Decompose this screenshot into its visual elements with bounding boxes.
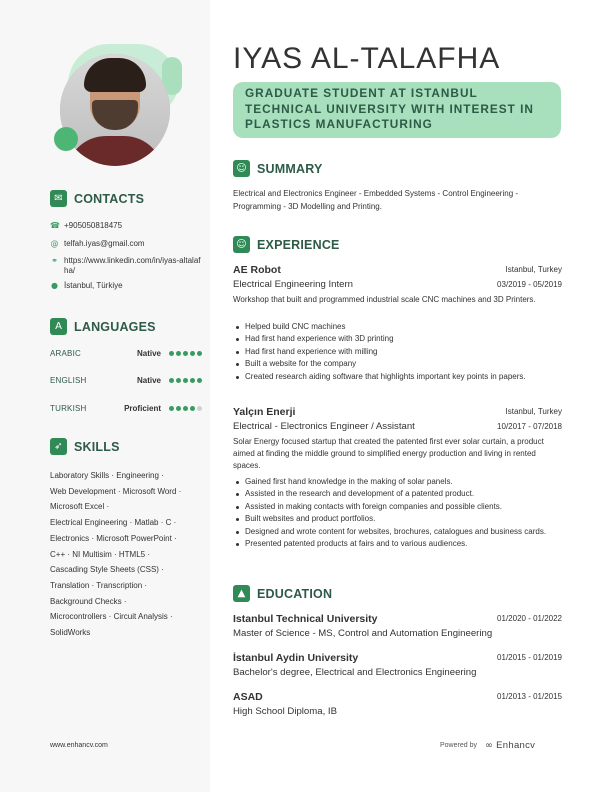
enhancv-logo: ∞ Enhancv [484,740,536,751]
list-item: Assisted in making contacts with foreign companies and possible clients. [233,501,563,513]
education-school: ASAD [233,691,263,703]
rating-dot [169,406,174,411]
enhancv-logo-icon: ∞ [484,740,494,751]
rating-dots [169,351,202,356]
candidate-name: IYAS AL-TALAFHA [233,42,501,75]
education-degree: Master of Science - MS, Control and Automation Engineering [233,628,493,639]
rating-dots [169,378,202,383]
footer-website[interactable]: www.enhancv.com [50,742,108,749]
list-item: Built websites and product portfolios. [233,513,563,525]
education-school: İstanbul Aydin University [233,652,359,664]
education-dates: 01/2015 - 01/2019 [497,653,562,662]
skills-list: Laboratory Skills · Engineering · Web Development · Microsoft Word · Microsoft Excel · Electrical Engineering · Matlab · C · Electronics · Microsoft PowerPoint · C++ · NI Multisim · HTML5 · Cascading Style Sheets (CSS) · Translation · Transcription · Background Checks · Microcontrollers · Circuit Analysis · SolidWorks [50,471,182,638]
rating-dot [197,378,202,383]
contact-location: ● İstanbul, Türkiye [51,281,123,290]
rating-dot [169,378,174,383]
job-role: Electrical - Electronics Engineer / Assistant [233,421,415,432]
education-school: Istanbul Technical University [233,613,378,625]
language-row: TURKISH Proficient [50,404,202,413]
list-item: Presented patented products at fairs and to various audiences. [233,538,563,550]
list-item: Assisted in the research and development of a patented product. [233,488,563,500]
rating-dot [183,406,188,411]
job-bullets [233,476,563,550]
languages-heading: A LANGUAGES [50,318,156,335]
list-item: Helped build CNC machines [233,321,563,333]
graduation-cap-icon: ▲ [233,585,250,602]
phone-icon: ☎ [50,221,60,230]
headline-banner: GRADUATE STUDENT AT ISTANBUL TECHNICAL UNIVERSITY WITH INTEREST IN PLASTICS MANUFACTURING [233,82,561,138]
job-dates: 10/2017 - 07/2018 [497,422,562,431]
rating-dot [176,406,181,411]
rocket-icon: ➶ [50,438,67,455]
language-row: ENGLISH Native [50,376,202,385]
education-degree: Bachelor's degree, Electrical and Electronics Engineering [233,667,477,678]
summary-text: Electrical and Electronics Engineer - Embedded Systems - Control Engineering - Programming - 3D Modelling and Printing. [233,189,519,211]
rating-dot [190,406,195,411]
list-item: Had first hand experience with milling [233,346,563,358]
footer-brand: Powered by ∞ Enhancv [440,740,536,751]
list-item: Built a website for the company [233,358,563,370]
decor-dot [54,127,78,151]
contacts-heading: ✉ CONTACTS [50,190,144,207]
job-company: AE Robot [233,264,281,276]
education-dates: 01/2013 - 01/2015 [497,692,562,701]
education-dates: 01/2020 - 01/2022 [497,614,562,623]
rating-dot [169,351,174,356]
language-row: ARABIC Native [50,349,202,358]
envelope-icon: ✉ [50,190,67,207]
list-item: Had first hand experience with 3D printing [233,333,563,345]
rating-dot [176,351,181,356]
person-icon: ☺ [233,160,250,177]
contact-linkedin[interactable]: ⚭ https://www.linkedin.com/in/iyas-altalafha/ [51,256,201,275]
link-icon: ⚭ [51,256,58,265]
list-item: Created research aiding software that highlights important key points in papers. [233,371,563,383]
job-description: Workshop that built and programmed industrial scale CNC machines and 3D Printers. [233,295,536,304]
contact-phone: ☎ +905050818475 [50,221,123,230]
job-description: Solar Energy focused startup that created the patented first ever solar curtain, a product aimed at finding the middle ground to simplified energy production and living in rented spaces. [233,437,544,470]
list-item: Gained first hand knowledge in the making of solar panels. [233,476,563,488]
list-item: Designed and wrote content for websites, brochures, catalogues and business cards. [233,526,563,538]
rating-dot [183,351,188,356]
rating-dot [176,378,181,383]
job-dates: 03/2019 - 05/2019 [497,280,562,289]
job-role: Electrical Engineering Intern [233,279,353,290]
job-location: Istanbul, Turkey [505,407,562,416]
job-location: Istanbul, Turkey [505,265,562,274]
person-icon: ☺ [233,236,250,253]
location-pin-icon: ● [51,281,58,290]
summary-heading: ☺ SUMMARY [233,160,323,177]
language-card-icon: A [50,318,67,335]
rating-dots [169,406,202,411]
profile-photo-area [50,42,185,172]
rating-dot [190,378,195,383]
contact-email[interactable]: @ telfah.iyas@gmail.com [50,239,145,248]
education-degree: High School Diploma, IB [233,706,337,717]
skills-heading: ➶ SKILLS [50,438,120,455]
rating-dot [197,406,202,411]
job-company: Yalçın Enerji [233,406,296,418]
rating-dot [190,351,195,356]
at-icon: @ [50,239,59,248]
job-bullets [233,321,563,383]
profile-photo [60,54,170,166]
rating-dot [183,378,188,383]
experience-heading: ☺ EXPERIENCE [233,236,340,253]
education-heading: ▲ EDUCATION [233,585,332,602]
rating-dot [197,351,202,356]
